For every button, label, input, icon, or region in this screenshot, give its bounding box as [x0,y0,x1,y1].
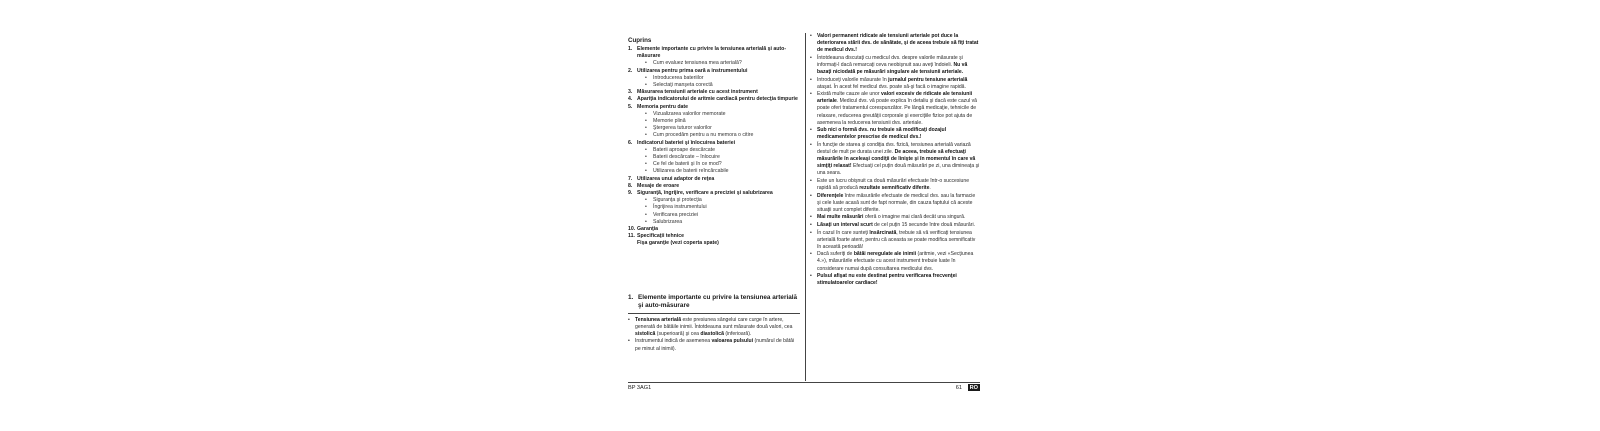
toc-subitem: • Siguranţa şi protecţia [645,197,800,204]
section-number: 1. [628,293,634,301]
document-page [628,33,980,395]
toc-subitem: • Salubrizarea [645,219,800,226]
toc-item [628,233,800,240]
toc-subitem: • Ştergerea tuturor valorilor [645,125,800,132]
section-title: Elemente importante cu privire la tensiunea arterială şi auto-măsurare [638,293,798,309]
bullet-interval: • Lăsaţi un interval scurt de cel puţin 15 secunde între două măsurări. [810,222,980,229]
toc-item [628,176,800,183]
toc-item [628,140,800,176]
toc-item-number: 11. [628,233,635,240]
language-badge: RO [969,384,978,391]
toc-item-number: 10. [628,226,636,233]
toc-subitem: • Cum evaluez tensiunea mea arterială? [645,60,800,67]
toc-item-number: 6. [628,139,633,146]
bullet-journal: • Introduceţi valorile măsurate în jurnalul pentru tensiune arterială ataşat. În acest fel medicul dvs. poate să-şi facă o imagine rapidă. [810,77,980,91]
section-divider [628,313,800,314]
right-bullets [810,33,980,287]
toc-item-label: Utilizarea unui adaptor de reţea [637,175,715,182]
toc-item-number: 5. [628,103,633,110]
toc-list [628,46,800,240]
column-divider [805,33,806,381]
section-bullets [628,317,800,353]
toc-subitem: • Ce fel de baterii şi în ce mod? [645,161,800,168]
toc-subitems [637,60,800,67]
left-column [628,33,800,353]
section-heading [628,294,800,310]
bullet-blood-pressure: • Tensiunea arterială este presiunea sângelui care curge în artere, generată de bătăile inimii. Întotdeauna sunt măsurate două valori, cea sistolică (superioară) şi cea diastolică (inferioară). [628,317,800,338]
toc-subitem: • Cum procedăm pentru a nu memora o citire [645,132,800,139]
bullet-daily-variation: • În funcţie de starea şi condiţia dvs. fizică, tensiunea arterială variază destul de mult pe durata unei zile. De aceea, trebuie să efectuaţi măsurările în aceleaşi condiţii de linişte şi în momentul în care vă simţiţi relaxat! Efectuaţi cel puţin două măsurări pe zi, una dimineaţa şi una seara. [810,142,980,177]
toc-item [628,89,800,96]
bullet-differences: • Diferenţele între măsurările efectuate de medicul dvs. sau la farmacie şi cele luate acasă sunt de fapt normale, din cauza faptului că aceste situaţii sunt complet diferite. [810,193,980,214]
toc-item-number: 4. [628,96,633,103]
toc-warranty: Fişa garanţie (vezi coperta spate) [637,240,719,247]
toc-item-label: Apariţia indicatorului de aritmie cardiacă pentru detecţia timpurie [637,96,798,103]
toc-item-number: 9. [628,190,633,197]
bullet-pulse: • Instrumentul indică de asemenea valoarea pulsului (numărul de bătăi pe minut al inimii). [628,338,800,352]
toc-item-number: 8. [628,182,633,189]
page-number: 61 [955,385,962,391]
toc-item-label: Garanţia [637,226,659,233]
toc-item [628,68,800,90]
toc-item-number: 1. [628,46,633,52]
bullet-discuss-doctor: • Întotdeauna discutaţi cu medicul dvs. despre valorile măsurate şi informaţi-l dacă remarcaţi ceva neobişnuit sau aveţi îndoieli. Nu vă bazaţi niciodată pe măsurări singulare ale tensiunii arteriale. [810,55,980,76]
toc-subitem: • Baterii descărcate – înlocuire [645,154,800,161]
toc-item-number: 3. [628,89,633,96]
toc-subitems [637,75,800,89]
toc-item-label: Indicatorul bateriei şi înlocuirea bateriei [637,139,736,146]
toc-item-label: Memoria pentru date [637,103,689,110]
toc-item-label: Mesaje de eroare [637,182,680,189]
toc-subitem: • Verificarea preciziei [645,212,800,219]
toc-subitem: • Îngrijirea instrumentului [645,204,800,211]
toc-subitems [637,197,800,226]
bullet-causes: • Există multe cauze ale unor valori excesiv de ridicate ale tensiunii arteriale. Medicul dvs. vă poate explica în detaliu şi dacă este cazul vă poate oferi tratamentul corespunzător. Pe lângă medicaţie, tehnicile de relaxare, reducerea greutăţii corporale şi exerciţiile fizice pot ajuta de asemenea la reducerea tensiunii dvs. arteriale. [810,91,980,126]
toc-item [628,226,800,233]
model-name: BP 3AG1 [628,385,652,391]
toc-subitem: • Selectaţi manşeta corectă [645,82,800,89]
toc-title: Cuprins [628,37,652,44]
toc-subitem: • Introducerea bateriilor [645,75,800,82]
toc-subitem: • Baterii aproape descărcate [645,147,800,154]
bullet-high-values: • Valori permanent ridicate ale tensiunii arteriale pot duce la deteriorarea stării dvs. de sănătate, şi de aceea trebuie să fiţi tratat de medicul dvs.! [810,33,980,54]
page-footer [628,382,980,393]
toc-item [628,183,800,190]
toc-item [628,96,800,103]
toc-item [628,190,800,226]
toc-subitem: • Memorie plină [645,118,800,125]
toc-item-label: Specificaţii tehnice [637,233,684,240]
toc-subitems [637,111,800,140]
bullet-dosage: • Sub nici o formă dvs. nu trebuie să modificaţi dozajul medicamentelor prescrise de medicul dvs.! [810,127,980,141]
bullet-pregnancy: • În cazul în care sunteţi însărcinată, trebuie să vă verificaţi tensiunea arterială foarte atent, pentru că aceasta se poate modifica semnificativ în această perioadă! [810,230,980,251]
toc-item-number: 7. [628,175,633,182]
toc-item-number: 2. [628,67,633,74]
toc-item [628,104,800,140]
toc-item-label: Utilizarea pentru prima oară a instrumentului [637,67,748,74]
toc-subitems [637,147,800,176]
toc-item-label: Elemente importante cu privire la tensiunea arterială şi auto-măsurare [637,46,787,60]
bullet-arrhythmia: • Dacă suferiţi de bătăi neregulate ale inimii (aritmie, vezi «Secţiunea 4.»), măsurările efectuate cu acest instrument trebuie luate în considerare numai după consultarea medicului dvs. [810,251,980,272]
toc-subitem: • Vizualizarea valorilor memorate [645,111,800,118]
toc-item-label: Măsurarea tensiunii arteriale cu acest instrument [637,89,758,96]
toc-subitem: • Utilizarea de baterii reîncărcabile [645,168,800,175]
toc-item [628,46,800,68]
toc-item-label: Siguranţă, îngrijire, verificare a preciziei şi salubrizarea [637,190,773,197]
bullet-succession: • Este un lucru obişnuit ca două măsurări efectuate într-o succesiune rapidă să producă rezultate semnificativ diferite. [810,178,980,192]
bullet-pacemaker: • Pulsul afişat nu este destinat pentru verificarea frecvenţei stimulatoarelor cardiace! [810,273,980,287]
bullet-more-measurements: • Mai multe măsurări oferă o imagine mai clară decât una singură. [810,214,980,221]
right-column [810,33,980,288]
